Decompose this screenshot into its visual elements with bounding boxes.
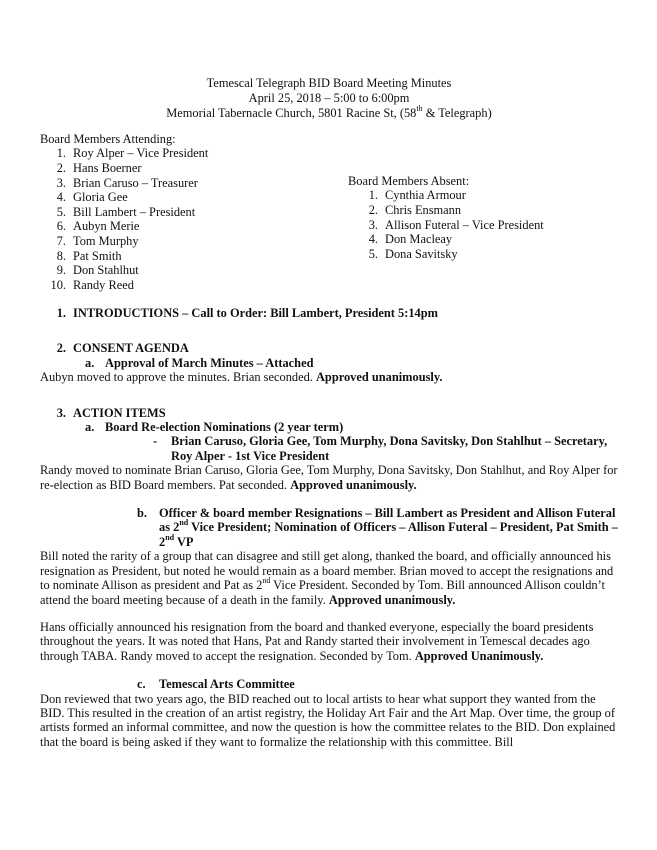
list-item: 1. Roy Alper – Vice President [56,146,209,161]
list-item: 3. Allison Futeral – Vice President [368,217,544,232]
list-item: 4. Don Macleay [368,232,453,247]
item-march-minutes: a. Approval of March Minutes – Attached [85,355,314,370]
list-item: 2. Hans Boerner [56,161,142,175]
minutes-page [40,76,618,749]
meeting-location: Memorial Tabernacle Church, 5801 Racine St, (58th & Telegraph) [166,103,492,120]
list-item: 8. Pat Smith [56,248,122,263]
paragraph-consent: Aubyn moved to approve the minutes. Brian seconded. Approved unanimously. [40,370,443,385]
document-title: Temescal Telegraph BID Board Meeting Minutes [206,76,452,90]
item-board-reelection: a. Board Re-election Nominations (2 year term) [85,420,344,435]
list-item: 6. Aubyn Merie [56,219,140,234]
list-item: 7. Tom Murphy [56,233,139,248]
attendance-block [40,132,618,292]
list-item: 9. Don Stahlhut [56,263,139,278]
list-item: 10. Randy Reed [50,277,134,292]
paragraph-resignation-hans: Hans officially announced his resignation from the board and thanked everyone, especially the board presidents throughout the years. It was noted that Hans, Pat and Randy started their involvement in Temescal decades ago through TABA. Randy moved to accept the resignation. Seconded by Tom. Approved Unanimously. [40,619,594,663]
section-introductions: 1. INTRODUCTIONS – Call to Order: Bill Lambert, President 5:14pm [56,306,438,320]
nominee-list: - Brian Caruso, Gloria Gee, Tom Murphy, Dona Savitsky, Don Stahlhut – Secretary, Roy Alper - 1st Vice President [153,434,608,463]
paragraph-arts-committee: Don reviewed that two years ago, the BID reached out to local artists to hear what support they wanted from the BID. This resulted in the creation of an artist registry, the Holiday Art Fair and the Art Map. Over time, the group of artists formed an informal committee, and now the question is how the committee relates to the BID. Don explained that the board is being asked if they want to formalize the relationship with this committee. Bill [40,691,616,749]
members-attending [40,132,340,292]
attending-title: Board Members Attending: [40,132,176,146]
list-item: 5. Dona Savitsky [368,246,458,261]
members-absent [348,174,618,261]
section-consent-agenda: 2. CONSENT AGENDA [56,341,189,356]
list-item: 1. Cynthia Armour [368,188,466,203]
document-header [40,76,618,121]
paragraph-reelection: Randy moved to nominate Brian Caruso, Gloria Gee, Tom Murphy, Dona Savitsky, Don Stahlhut, and Roy Alper for re-election as BID Board members. Pat seconded. Approved unanimously. [40,463,618,492]
paragraph-resignation-bill: Bill noted the rarity of a group that can disagree and still get along, thanked the board, and officially announced his resignation as President, but noted he would remain as a board member. Brian moved to accept the resignations and to nominate Allison as president and Pat as 2nd Vice President. Seconded by Tom. Bill announced Allison couldn’t attend the board meeting because of a death in the family. Approved unanimously. [40,549,614,607]
item-resignations: b. Officer & board member Resignations – Bill Lambert as President and Allison Futeral as 2nd Vice President; Nomination of Officers – Allison Futeral – President, Pat Smith – 2nd VP [137,506,618,549]
item-arts-committee: c. Temescal Arts Committee [137,677,295,692]
list-item: 2. Chris Ensmann [368,203,462,217]
list-item: 5. Bill Lambert – President [56,204,196,219]
list-item: 3. Brian Caruso – Treasurer [56,175,198,190]
absent-title: Board Members Absent: [348,174,470,188]
list-item: 4. Gloria Gee [56,190,128,205]
section-action-items: 3. ACTION ITEMS [56,405,166,420]
meeting-date: April 25, 2018 – 5:00 to 6:00pm [248,91,410,105]
